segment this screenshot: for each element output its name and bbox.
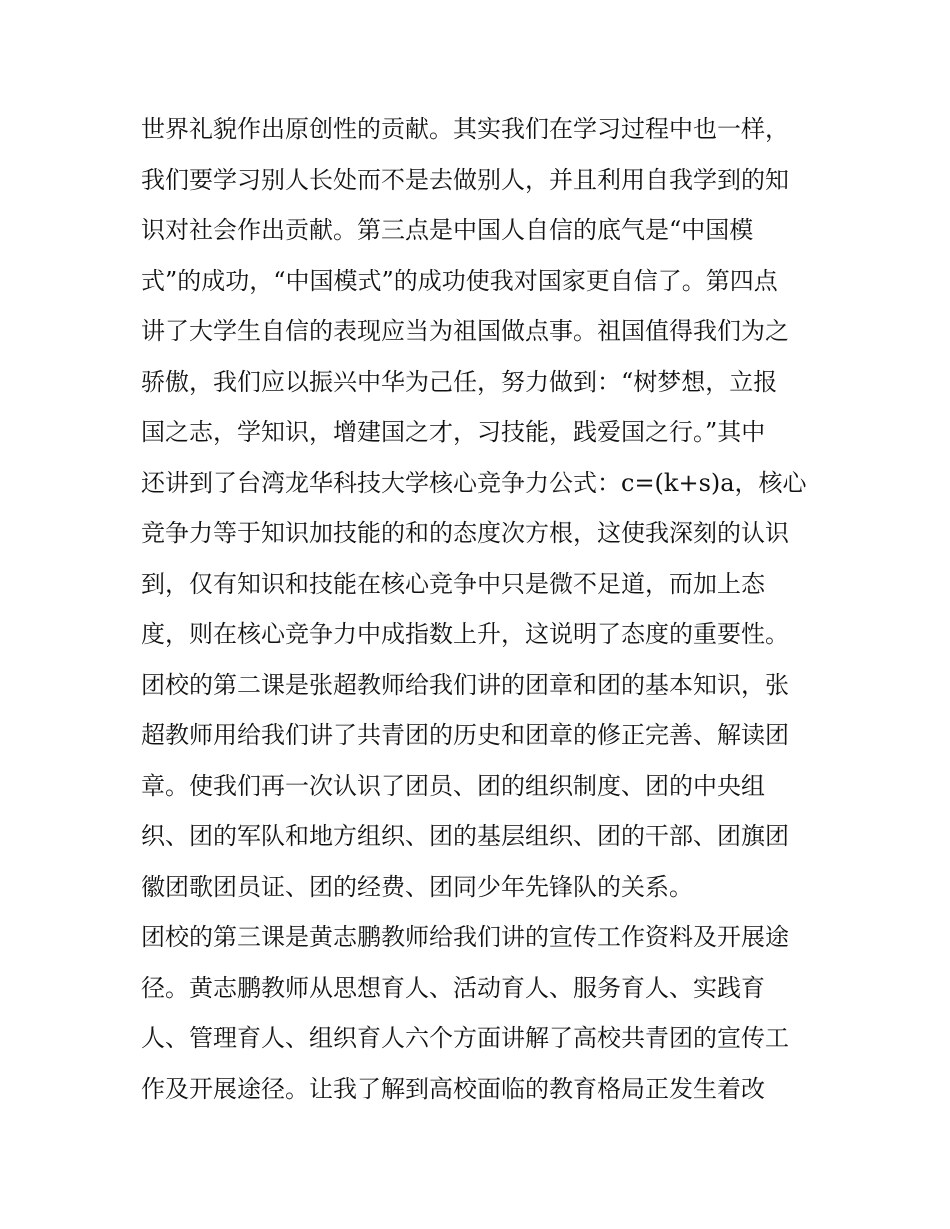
text-line: 织、团的军队和地方组织、团的基层组织、团的干部、团旗团: [141, 822, 789, 850]
text-line: 人、管理育人、组织育人六个方面讲解了高校共青团的宣传工: [141, 1024, 789, 1052]
text-line: 讲了大学生自信的表现应当为祖国做点事。祖国值得我们为之: [141, 317, 789, 345]
text-line: 还讲到了台湾龙华科技大学核心竞争力公式：c=(k+s)a，核心: [141, 468, 807, 497]
text-line: 徽团歌团员证、团的经费、团同少年先锋队的关系。: [141, 872, 693, 901]
text-line: 世界礼貌作出原创性的贡献。其实我们在学习过程中也一样，: [141, 115, 789, 143]
text-line: 章。使我们再一次认识了团员、团的组织制度、团的中央组: [141, 771, 765, 800]
text-line: 式”的成功，“中国模式”的成功使我对国家更自信了。第四点: [141, 266, 778, 295]
text-line: 我们要学习别人长处而不是去做别人，并且利用自我学到的知: [141, 165, 789, 194]
text-line: 国之志，学知识，增建国之才，习技能，践爱国之行。”其中: [141, 418, 766, 446]
text-line: 骄傲，我们应以振兴中华为己任，努力做到：“树梦想，立报: [141, 367, 778, 396]
text-line: 作及开展途径。让我了解到高校面临的教育格局正发生着改: [141, 1074, 765, 1103]
text-line: 到，仅有知识和技能在核心竞争中只是微不足道，而加上态: [141, 569, 765, 598]
text-line: 径。黄志鹏教师从思想育人、活动育人、服务育人、实践育: [141, 973, 765, 1002]
text-line: 超教师用给我们讲了共青团的历史和团章的修正完善、解读团: [141, 721, 789, 749]
text-line: 竞争力等于知识加技能的和的态度次方根，这使我深刻的认识: [141, 519, 789, 547]
text-line: 度，则在核心竞争力中成指数上升，这说明了态度的重要性。: [141, 620, 789, 648]
body-text: [141, 104, 821, 1114]
text-line: 识对社会作出贡献。第三点是中国人自信的底气是“中国模: [141, 216, 754, 244]
text-line: 团校的第二课是张超教师给我们讲的团章和团的基本知识，张: [141, 670, 789, 699]
text-line: 团校的第三课是黄志鹏教师给我们讲的宣传工作资料及开展途: [141, 923, 789, 951]
